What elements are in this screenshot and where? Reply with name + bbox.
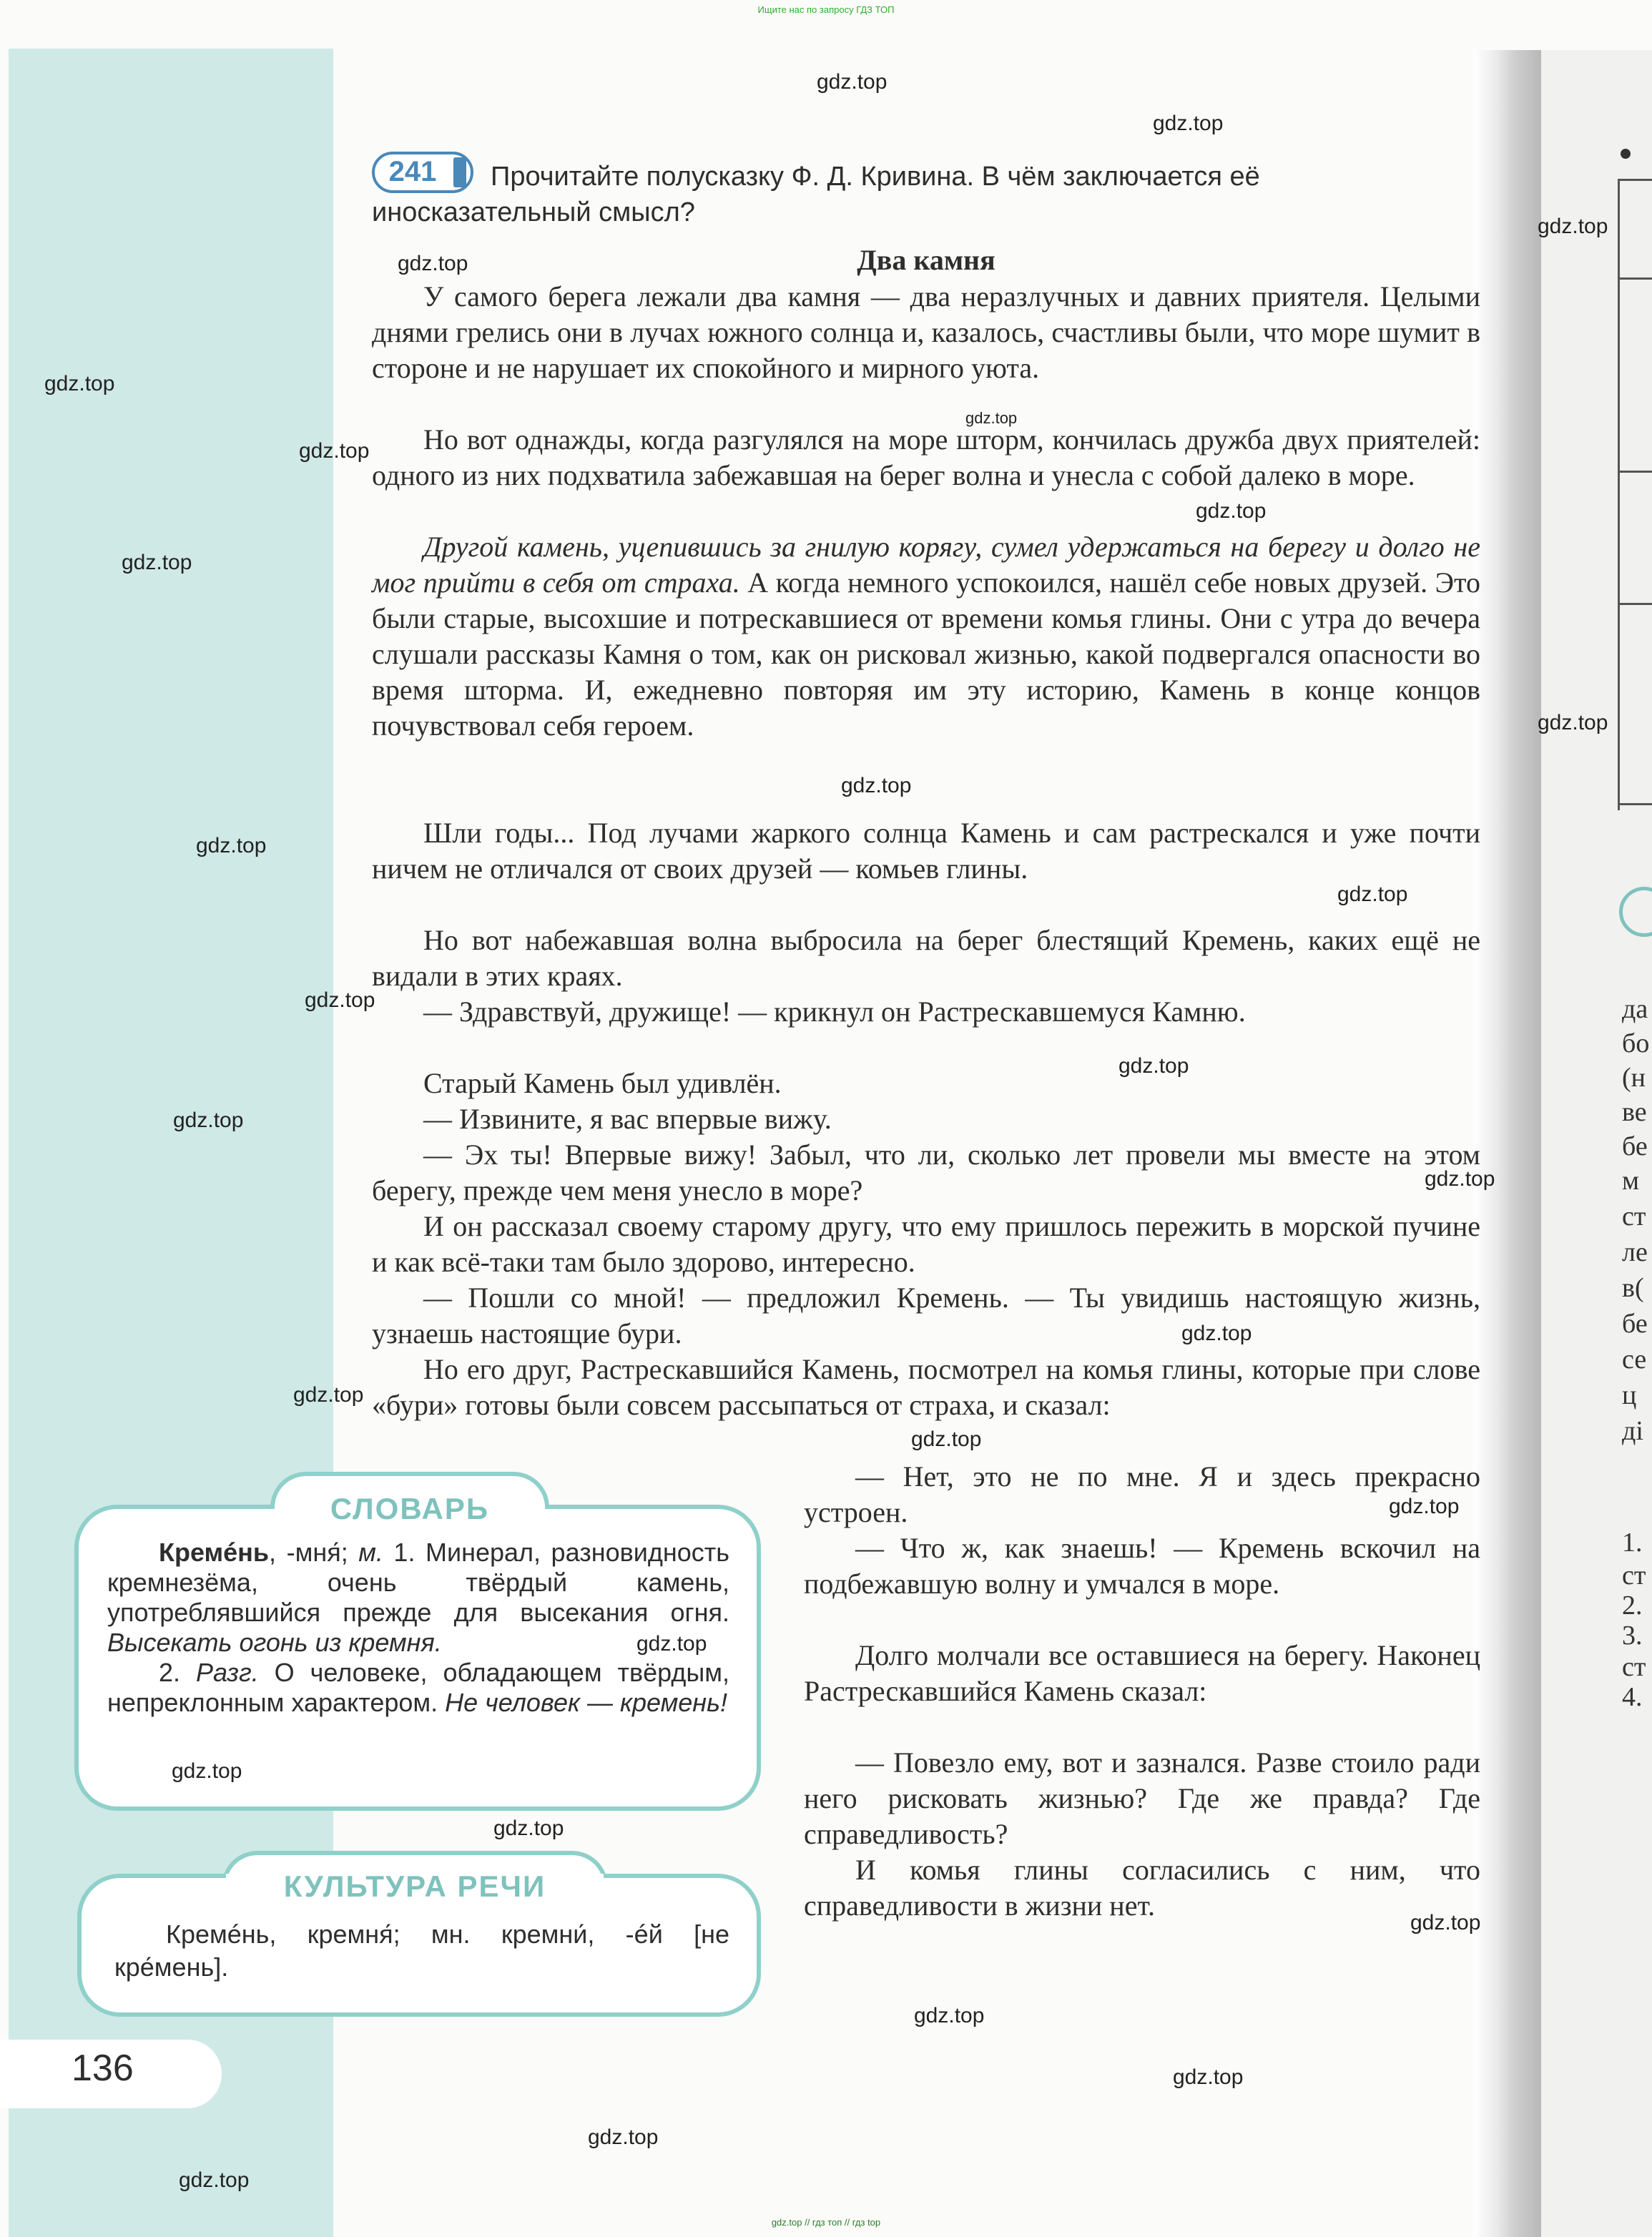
- next-page-fragment: ст: [1622, 1201, 1646, 1231]
- watermark: gdz.top: [1118, 1054, 1189, 1078]
- next-page-fragment: се: [1622, 1344, 1647, 1375]
- story-paragraph: У самого берега лежали два камня — два неразлучных и давних приятеля. Целыми днями грелись они в лучах южного солнца и, казалось, счастливы были, что море шумит в стороне и не нарушает их спокойного и мирного уюта.: [372, 280, 1480, 384]
- dictionary-title: СЛОВАРЬ: [330, 1492, 490, 1525]
- watermark: gdz.top: [1173, 2065, 1244, 2089]
- watermark: gdz.top: [911, 1427, 982, 1451]
- next-page-fragment: м: [1622, 1166, 1640, 1196]
- next-page-fragment: 3.: [1622, 1621, 1643, 1651]
- dictionary-example: Высекать огонь из кремня.: [107, 1628, 442, 1657]
- story-paragraph: Старый Камень был удивлён.: [423, 1067, 782, 1099]
- story-text-fragment: А когда немного успокоился, нашёл себе новых друзей. Это были старые, высохшие и потрескавшиеся от времени комья глины. Они с утра до вечера слушали рассказы Камня о том, как он рисковал жизнью, какой подвергался опасности во время шторма. И, ежедневно повторяя им эту историю, Камень в конце концов почувствовал себя героем.: [372, 566, 1480, 742]
- story-paragraph: — Повезло ему, вот и зазнался. Разве стоило ради него рисковать жизнью? Где же правда? Где справедливость?: [804, 1746, 1480, 1850]
- story-paragraph: [372, 529, 1480, 744]
- watermark: gdz.top: [172, 1759, 242, 1783]
- dictionary-example: Не человек — кремень!: [445, 1688, 728, 1717]
- next-page-fragment: бе: [1622, 1309, 1648, 1339]
- watermark: gdz.top: [299, 439, 370, 463]
- bullet-icon: [1621, 149, 1631, 159]
- watermark: gdz.top: [196, 834, 267, 857]
- watermark: gdz.top: [1410, 1911, 1481, 1934]
- next-page-fragment: 2.: [1622, 1591, 1643, 1621]
- table-row-line: [1620, 277, 1652, 280]
- story-paragraph: Но вот однажды, когда разгулялся на море шторм, кончилась дружба двух приятелей: одного из них подхватила забежавшая на берег волна и унесла с собой далеко в море.: [372, 423, 1480, 491]
- watermark: gdz.top: [1538, 215, 1608, 238]
- watermark: gdz.top: [965, 409, 1018, 427]
- next-page-fragment: бо: [1622, 1028, 1650, 1058]
- book-spine-shadow: [1473, 50, 1541, 2237]
- speech-culture-text: Кремéнь, кремня́; мн. кремни́, -éй [не кре́мень].: [114, 1919, 729, 1982]
- watermark: gdz.top: [1425, 1167, 1495, 1191]
- exercise-task-text: Прочитайте полусказку Ф. Д. Кривина. В чём заключается её иносказательный смысл?: [372, 162, 1260, 227]
- next-page-fragment: 1.: [1622, 1528, 1643, 1558]
- dictionary-headword: Кремéнь: [159, 1538, 270, 1567]
- story-paragraph: Но его друг, Растрескавшийся Камень, посмотрел на комья глины, которые при слове «бури» готовы были совсем рассыпаться от страха, и сказал:: [372, 1353, 1480, 1421]
- next-page-fragment: бе: [1622, 1131, 1648, 1161]
- next-page-fragment: 4.: [1622, 1682, 1643, 1712]
- next-page-table: [1618, 179, 1652, 810]
- story-title: Два камня: [857, 244, 995, 276]
- story-paragraph: И он рассказал своему старому другу, что ему пришлось пережить в морской пучине и как всё-таки там было здорово, интересно.: [372, 1210, 1480, 1278]
- next-page-fragment: ст: [1622, 1560, 1646, 1591]
- watermark: gdz.top: [179, 2168, 250, 2192]
- dictionary-text: , -мня́;: [269, 1538, 359, 1567]
- next-page-fragment: (н: [1622, 1063, 1646, 1093]
- story-paragraph: — Эх ты! Впервые вижу! Забыл, что ли, сколько лет провели мы вместе на этом берегу, прежде чем меня унесло в море?: [372, 1139, 1480, 1206]
- story-italic-fragment: Другой камень, уцепившись за гнилую корягу, сумел удержаться на берегу и долго не мог прийти в себя от страха.: [372, 531, 1480, 599]
- dictionary-grammar-mark: м.: [358, 1538, 383, 1567]
- dictionary-style-mark: Разг.: [195, 1658, 259, 1687]
- story-paragraph: И комья глины согласились с ним, что справедливости в жизни нет.: [804, 1854, 1480, 1922]
- watermark: gdz.top: [1196, 499, 1267, 523]
- next-page-fragment: ве: [1622, 1097, 1647, 1127]
- watermark: gdz.top: [841, 774, 912, 797]
- story-paragraph: Шли годы... Под лучами жаркого солнца Камень и сам растрескался и уже почти ничем не отличался от своих друзей — комьев глины.: [372, 817, 1480, 885]
- story-paragraph: — Извините, я вас впервые вижу.: [423, 1103, 832, 1135]
- watermark: gdz.top: [305, 988, 375, 1012]
- next-page-fragment: ц: [1622, 1380, 1637, 1410]
- watermark: gdz.top: [44, 372, 115, 395]
- watermark: gdz.top: [1153, 112, 1224, 135]
- dictionary-text: 2.: [159, 1658, 196, 1687]
- speech-culture-title: КУЛЬТУРА РЕЧИ: [283, 1869, 546, 1903]
- next-page-fragment: ді: [1622, 1416, 1643, 1446]
- story-paragraph: Но вот набежавшая волна выбросила на берег блестящий Кремень, каких ещё не видали в этих краях.: [372, 924, 1480, 992]
- watermark: gdz.top: [636, 1632, 707, 1656]
- bottom-banner[interactable]: gdz.top // гдз топ // гдз top: [771, 2217, 881, 2228]
- watermark: gdz.top: [493, 1816, 564, 1840]
- watermark: gdz.top: [817, 70, 888, 94]
- watermark: gdz.top: [293, 1383, 364, 1407]
- dictionary-entry-2: [107, 1658, 729, 1718]
- top-banner[interactable]: Ищите нас по запросу ГДЗ ТОП: [757, 4, 895, 15]
- watermark: gdz.top: [398, 252, 468, 275]
- next-page-fragment: ле: [1622, 1237, 1648, 1267]
- story-paragraph: — Что ж, как знаешь! — Кремень вскочил на подбежавшую волну и умчался в море.: [804, 1532, 1480, 1600]
- story-paragraph: — Пошли со мной! — предложил Кремень. — Ты увидишь настоящую жизнь, узнаешь настоящие бури.: [372, 1282, 1480, 1349]
- watermark: gdz.top: [588, 2125, 659, 2149]
- watermark: gdz.top: [173, 1108, 244, 1132]
- watermark: gdz.top: [1389, 1495, 1460, 1518]
- page-number: 136: [72, 2047, 134, 2089]
- exercise-number: 241: [388, 156, 437, 187]
- exercise-task: [372, 159, 1480, 230]
- watermark: gdz.top: [122, 551, 192, 574]
- watermark: gdz.top: [914, 2004, 985, 2027]
- table-row-line: [1620, 603, 1652, 605]
- next-page-fragment: в(: [1622, 1273, 1644, 1303]
- story-paragraph: Долго молчали все оставшиеся на берегу. Наконец Растрескавшийся Камень сказал:: [804, 1639, 1480, 1707]
- table-row-line: [1620, 471, 1652, 473]
- dictionary-text: О человеке, обладающем твёрдым, непреклонным характером.: [107, 1658, 729, 1717]
- story-paragraph: — Здравствуй, дружище! — крикнул он Растрескавшемуся Камню.: [423, 995, 1246, 1028]
- watermark: gdz.top: [1181, 1322, 1252, 1345]
- watermark: gdz.top: [1538, 711, 1608, 734]
- next-page-fragment: ст: [1622, 1652, 1646, 1682]
- dictionary-text: 1. Минерал, разновидность кремнезёма, очень твёрдый камень, употреблявшийся прежде для высекания огня.: [107, 1538, 729, 1627]
- table-row-line: [1620, 803, 1652, 805]
- watermark: gdz.top: [1337, 882, 1408, 906]
- story-paragraph: — Нет, это не по мне. Я и здесь прекрасно устроен.: [804, 1460, 1480, 1528]
- next-page-fragment: да: [1622, 994, 1648, 1024]
